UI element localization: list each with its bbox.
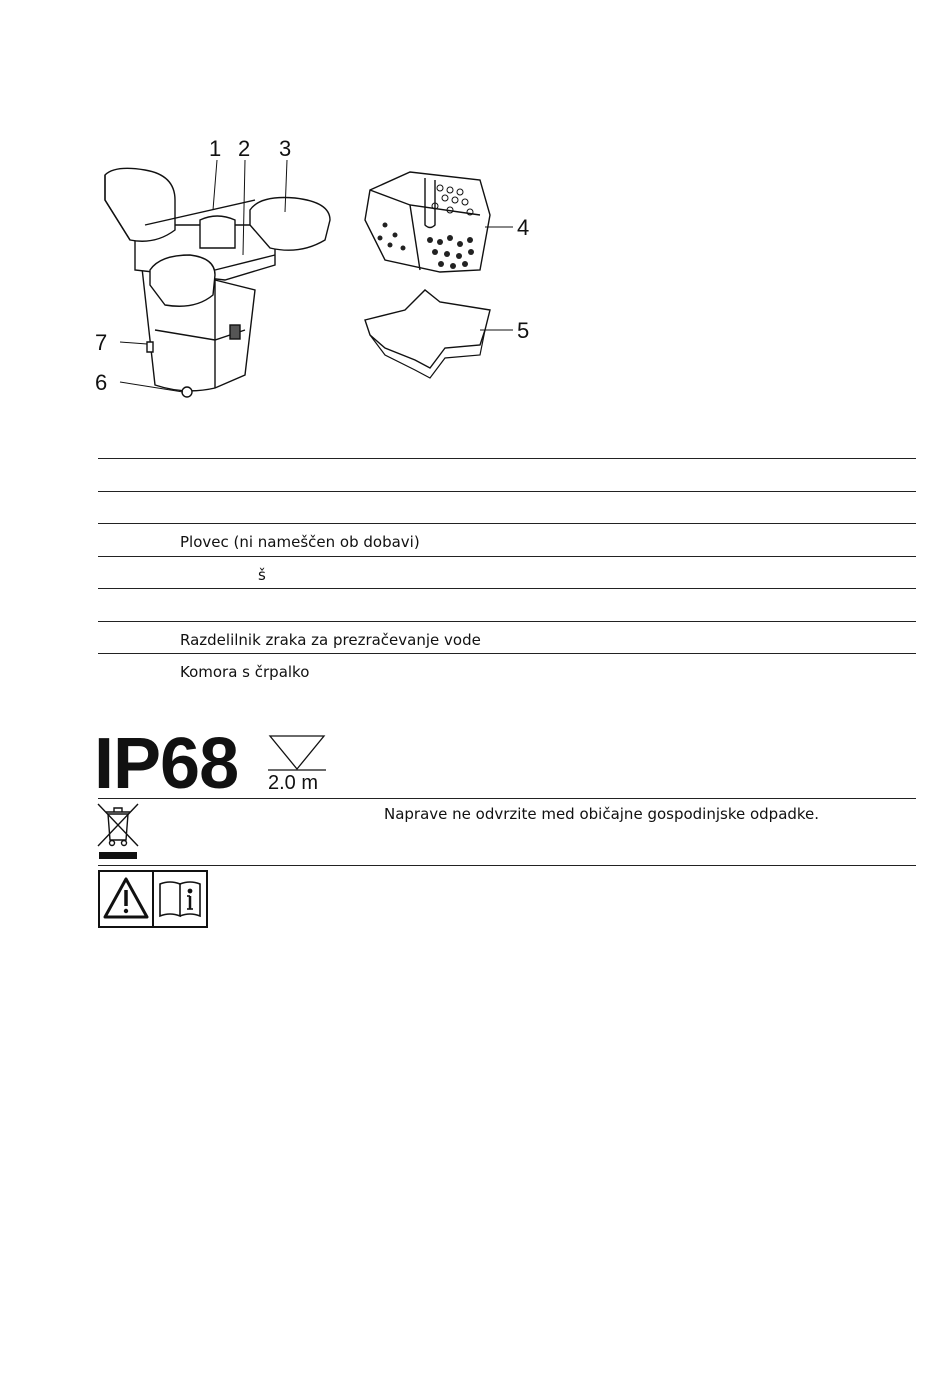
parts-row-text: Komora s črpalko: [180, 663, 310, 681]
ip-rating: IP68: [94, 724, 239, 804]
parts-row: [98, 556, 916, 589]
callout-4: 4: [517, 215, 530, 240]
warning-manual-box: [98, 870, 208, 928]
divider: [98, 865, 916, 866]
parts-row: [98, 588, 916, 621]
parts-row-text: Plovec (ni nameščen ob dobavi): [180, 533, 420, 551]
callout-1: 1: [209, 136, 222, 161]
parts-list: [98, 458, 916, 686]
parts-row-text: Razdelilnik zraka za prezračevanje vode: [180, 630, 481, 649]
weee-bin-icon: [96, 802, 140, 862]
parts-row: [98, 458, 916, 491]
parts-row: [98, 523, 916, 556]
callout-7: 7: [95, 330, 108, 355]
parts-row: [98, 621, 916, 654]
parts-row-text: š: [258, 565, 266, 584]
callout-5: 5: [517, 318, 530, 343]
disposal-text: Naprave ne odvrzite med običajne gospodinjske odpadke.: [384, 805, 820, 823]
divider: [98, 798, 916, 799]
callout-6: 6: [95, 370, 108, 395]
product-figure: [85, 130, 555, 410]
callout-3: 3: [279, 136, 292, 161]
depth-label: 2.0 m: [268, 772, 319, 794]
parts-row: [98, 653, 916, 686]
callout-2: 2: [238, 136, 251, 161]
parts-row: [98, 491, 916, 524]
pump-unit-drawing: [85, 130, 555, 410]
